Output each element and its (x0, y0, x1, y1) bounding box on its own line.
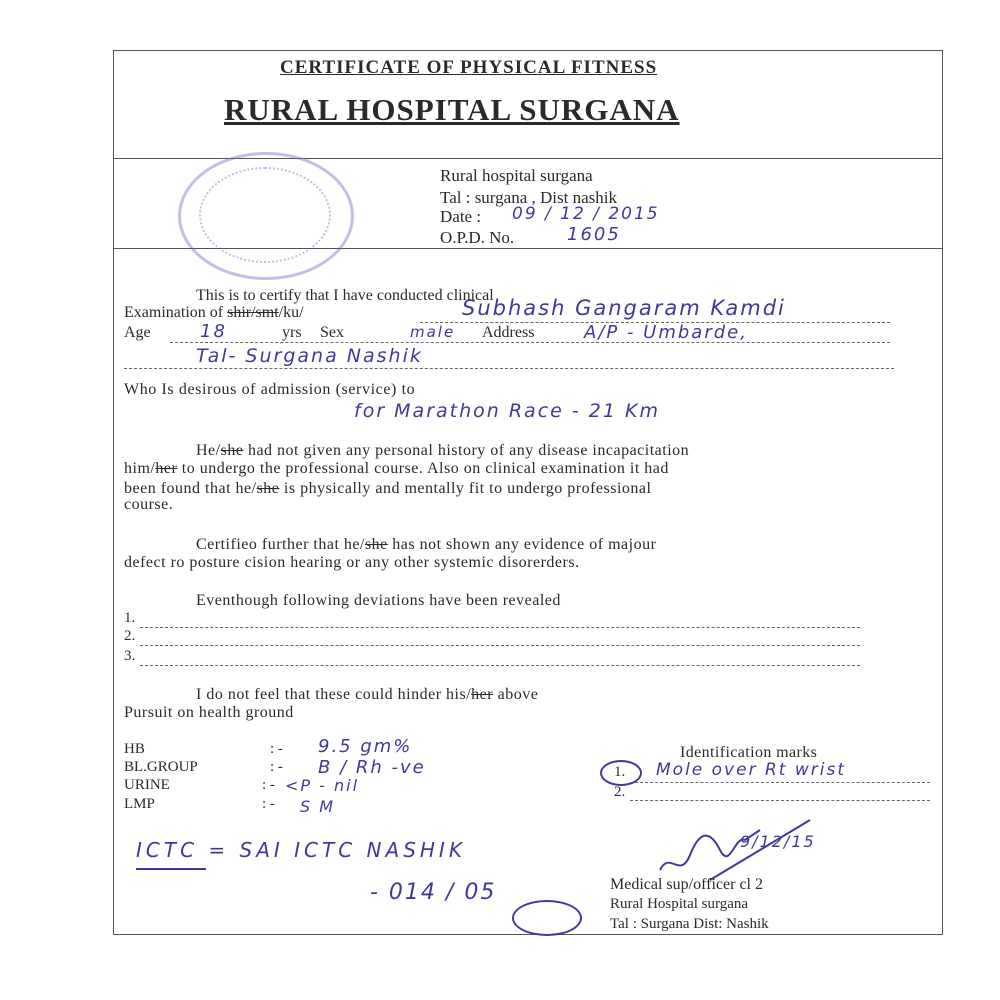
lmp-label: LMP (124, 796, 155, 812)
examination-line (124, 304, 304, 322)
opd-value: 1605 (567, 224, 621, 245)
deviation-1-line (140, 627, 860, 628)
p2-l1-b: has not shown any evidence of majour (387, 536, 657, 553)
date-label: Date : (440, 207, 482, 226)
signatory-hospital: Rural Hospital surgana (610, 896, 749, 912)
admission-purpose: for Marathon Race - 21 Km (354, 400, 660, 422)
hinder-line-1 (196, 686, 538, 704)
address-label: Address (482, 324, 535, 341)
hinder-line-2: Pursuit on health ground (124, 704, 294, 721)
ictc-line-1: ICTC = SAI ICTC NASHIK (136, 838, 466, 862)
paragraph-1-line-4: course. (124, 496, 174, 513)
desirous-text: Who Is desirous of admission (service) to (124, 381, 416, 398)
hospital-title: RURAL HOSPITAL SURGANA (224, 92, 680, 127)
age-label: Age (124, 324, 151, 341)
ictc-initials-circle (512, 900, 582, 936)
exam-shri-struck: shir/smt (227, 304, 279, 321)
p2-l1-a: Certifieo further that he/ (196, 536, 365, 553)
age-value: 18 (200, 321, 227, 342)
lmp-sep: : - (262, 796, 275, 812)
address-value-1: A/P - Umbarde, (584, 322, 748, 343)
sex-label: Sex (320, 324, 344, 341)
address-value-2: Tal- Surgana Nashik (196, 345, 423, 367)
deviation-1-number: 1. (124, 610, 136, 626)
identification-2-number: 2. (614, 784, 626, 800)
hinder-l1-her-struck: her (471, 686, 494, 703)
paragraph-2-line-1 (196, 536, 656, 554)
blood-group-value: B / Rh -ve (318, 757, 426, 778)
identification-heading: Identification marks (680, 744, 818, 761)
deviation-2-line (140, 645, 860, 646)
signature-date: 9/12/15 (740, 832, 816, 851)
p1-l3-she-struck: she (256, 480, 280, 497)
identification-1-value: Mole over Rt wrist (656, 760, 846, 780)
deviations-heading: Eventhough following deviations have been revealed (196, 592, 561, 609)
hb-label: HB (124, 741, 145, 757)
lmp-value: S M (300, 797, 336, 816)
p1-l3-b: is physically and mentally fit to undergo professional (279, 480, 652, 497)
sex-value: male (410, 323, 456, 341)
p1-l2-her-struck: her (155, 460, 178, 477)
exam-suffix: /ku/ (278, 304, 304, 321)
ictc-line-2: - 014 / 05 (370, 880, 497, 905)
p1-l2-b: to undergo the professional course. Also on clinical examination it had (177, 460, 669, 477)
p1-l1-she-struck: she (220, 442, 244, 459)
hospital-stamp (178, 152, 354, 280)
deviation-3-line (140, 665, 860, 666)
paragraph-1-line-3 (124, 480, 651, 498)
certificate-title: CERTIFICATE OF PHYSICAL FITNESS (280, 57, 658, 78)
paragraph-1-line-1 (196, 442, 689, 460)
paragraph-2-line-2: defect ro posture cision hearing or any other systemic disorerders. (124, 554, 580, 571)
hinder-l1-b: above (493, 686, 539, 703)
urine-value: <P - nil (285, 776, 360, 795)
urine-sep: : - (262, 777, 275, 793)
p1-l1-a: He/ (196, 442, 221, 459)
paragraph-1-line-2 (124, 460, 669, 478)
blood-group-sep: : - (270, 759, 283, 775)
hb-sep: : - (270, 741, 283, 757)
p1-l1-b: had not given any personal history of any disease incapacitation (243, 442, 690, 459)
address-divider (113, 248, 943, 249)
p1-l2-a: him/ (124, 460, 156, 477)
p1-l3-a: been found that he/ (124, 480, 257, 497)
address-line-1: Rural hospital surgana (440, 166, 593, 185)
identification-1-line (630, 782, 930, 783)
age-row-underline (170, 342, 890, 343)
date-value: 09 / 12 / 2015 (512, 204, 660, 224)
ictc-underline (136, 868, 206, 870)
exam-prefix: Examination of (124, 304, 228, 321)
urine-label: URINE (124, 777, 170, 793)
identification-1-number: 1. (614, 764, 626, 780)
blood-group-label: BL.GROUP (124, 759, 198, 775)
identification-2-line (630, 800, 930, 801)
signatory-location: Tal : Surgana Dist: Nashik (610, 916, 769, 932)
hinder-l1-a: I do not feel that these could hinder his/ (196, 686, 472, 703)
deviation-2-number: 2. (124, 628, 136, 644)
deviation-3-number: 3. (124, 648, 136, 664)
patient-name: Subhash Gangaram Kamdi (462, 296, 786, 320)
yrs-label: yrs (282, 324, 302, 341)
signatory-title: Medical sup/officer cl 2 (610, 876, 763, 893)
p2-l1-she-struck: she (364, 536, 388, 553)
intro-text: This is to certify that I have conducted clinical (196, 287, 494, 304)
opd-label: O.P.D. No. (440, 228, 515, 247)
address-underline (124, 368, 894, 369)
hb-value: 9.5 gm% (318, 736, 413, 757)
address-line-2: Tal : surgana , Dist nashik (440, 188, 617, 207)
